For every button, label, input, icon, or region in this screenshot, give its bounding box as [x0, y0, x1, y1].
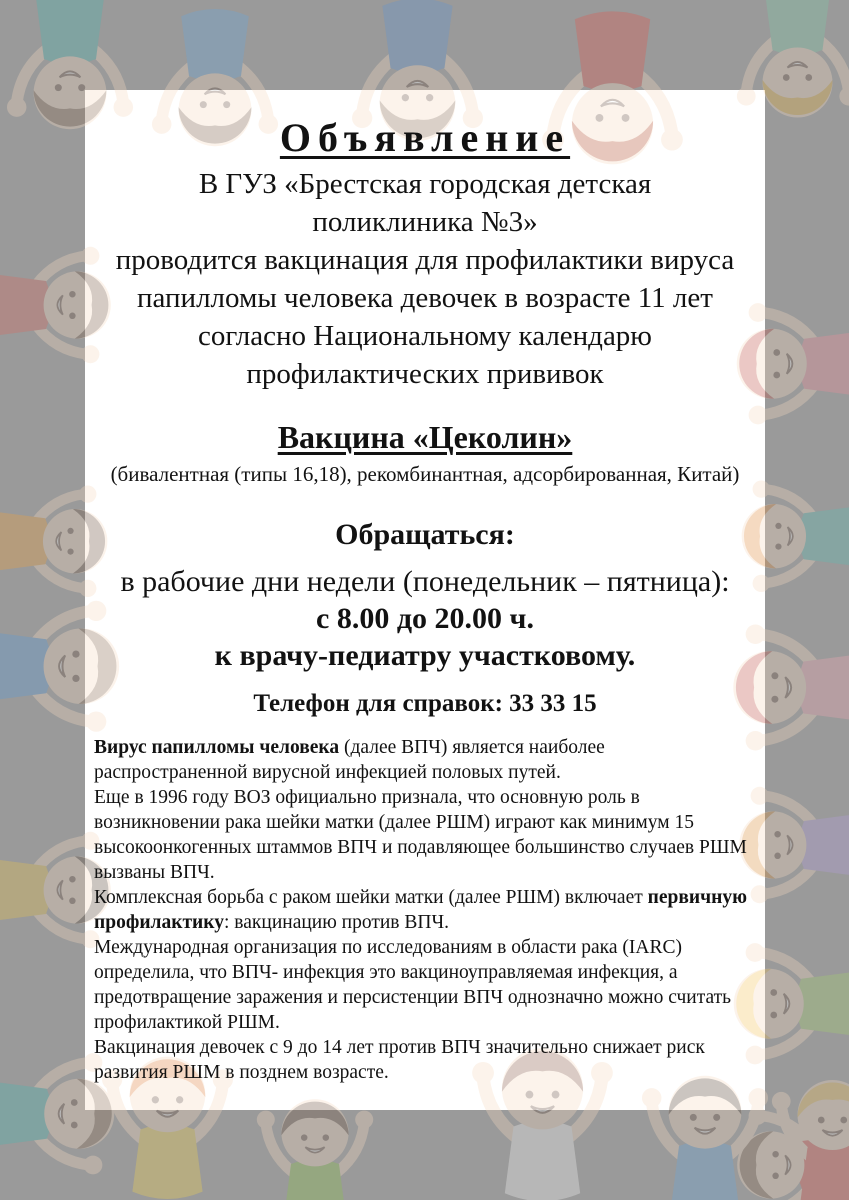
info-paragraph-5: Вакцинация девочек с 9 до 14 лет против ВПЧ значительно снижает риск развития РШМ в позднем возрасте. [94, 1037, 705, 1083]
child-figure [772, 1080, 849, 1200]
info-paragraph-3 [94, 885, 756, 935]
doctor-line: к врачу-педиатру участковому. [214, 639, 636, 672]
heading-line-6: профилактических прививок [246, 358, 604, 390]
info-p3-pre: Комплексная борьба с раком шейки матки (далее РШМ) включает [94, 887, 648, 908]
info-p3-post: : вакцинацию против ВПЧ. [224, 912, 450, 933]
schedule-line: в рабочие дни недели (понедельник – пятница): [120, 565, 730, 598]
phone-line: Телефон для справок: 33 33 15 [253, 690, 597, 717]
heading-line-5: согласно Национальному календарю [198, 320, 652, 352]
heading-block [85, 165, 765, 393]
info-p1-bold: Вирус папилломы человека [94, 737, 340, 758]
vaccine-name: Вакцина «Цеколин» [277, 419, 573, 455]
info-paragraph-2: Еще в 1996 году ВОЗ официально признала, что основную роль в возникновении рака шейки матки (далее РШМ) играют как минимум 15 высокоонкогенных штаммов ВПЧ и подавляющее большинство случаев РШМ вызваны ВПЧ. [94, 787, 747, 883]
heading-line-4: папилломы человека девочек в возрасте 11 лет [137, 282, 713, 314]
child-figure [737, 1107, 849, 1200]
heading-line-3: проводится вакцинация для профилактики вируса [115, 244, 735, 276]
heading-line-1: В ГУЗ «Брестская городская детская [198, 168, 652, 200]
contact-heading: Обращаться: [335, 518, 515, 551]
info-p1-rest: (далее ВПЧ) является наиболее распространенной вирусной инфекцией половых путей. [94, 737, 605, 783]
info-paragraph-1 [94, 735, 756, 785]
info-paragraph-4: Международная организация по исследованиям в области рака (IARC) определила, что ВПЧ- инфекция это вакциноуправляемая инфекция, а предотвращение заражения и персистенции ВПЧ однозначно можно считать профилактикой РШМ. [94, 937, 732, 1033]
info-p3-bold: первичную профилактику [94, 887, 748, 933]
announcement-content [85, 90, 765, 1110]
hours-line: с 8.00 до 20.00 ч. [316, 602, 534, 635]
vaccine-details: (бивалентная (типы 16,18), рекомбинантная, адсорбированная, Китай) [110, 462, 740, 486]
child-figure [257, 1099, 373, 1200]
info-block [85, 735, 765, 1085]
heading-line-2: поликлиника №3» [312, 206, 538, 238]
announcement-title: Объявление [279, 115, 571, 160]
